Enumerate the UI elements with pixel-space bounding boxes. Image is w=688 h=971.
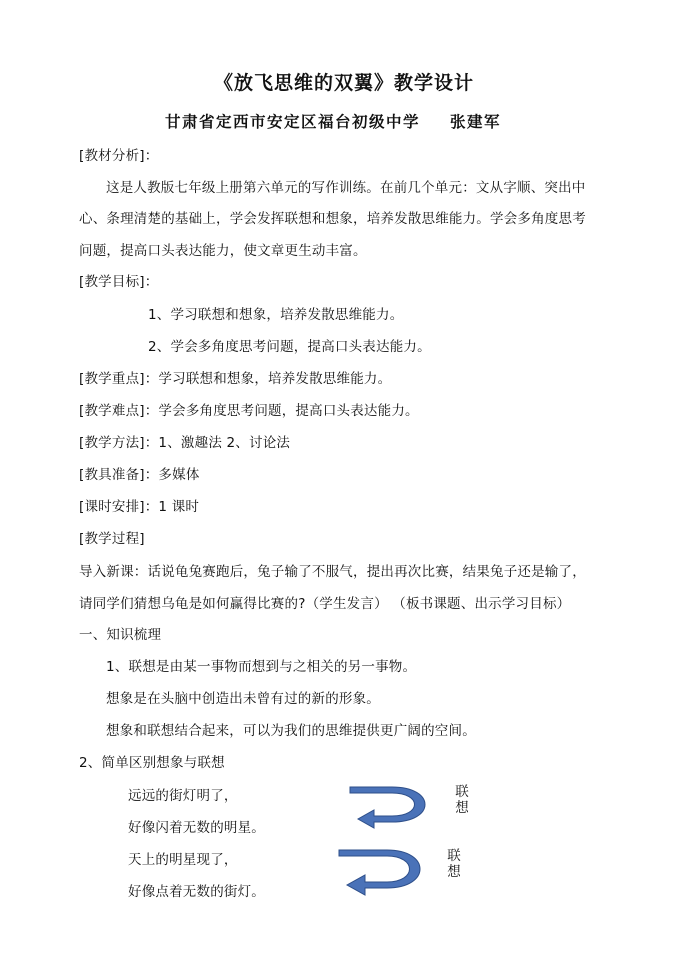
curved-arrow-icon <box>340 780 440 830</box>
association-label-1: 联想 <box>455 784 469 816</box>
author-name: 张建军 <box>450 112 502 131</box>
knowledge-point-3: 想象和联想结合起来，可以为我们的思维提供更广阔的空间。 <box>106 723 476 739</box>
author-line <box>165 110 501 132</box>
intro-line-1: 导入新课：话说龟兔赛跑后，兔子输了不服气，提出再次比赛，结果兔子还是输了， <box>79 564 586 580</box>
material-analysis-line-3: 问题，提高口头表达能力，使文章更生动丰富。 <box>79 243 367 259</box>
association-label-2: 联想 <box>447 848 461 880</box>
goal-item-2: 2、学会多角度思考问题，提高口头表达能力。 <box>148 339 431 355</box>
method-line: [教学方法]：1、激趣法 2、讨论法 <box>79 435 291 451</box>
difficulty-line: [教学难点]：学会多角度思考问题，提高口头表达能力。 <box>79 403 419 419</box>
material-analysis-heading: [教材分析]： <box>79 148 159 164</box>
goal-item-1: 1、学习联想和想象，培养发散思维能力。 <box>148 307 404 323</box>
key-point-line: [教学重点]：学习联想和想象，培养发散思维能力。 <box>79 371 392 387</box>
section-distinguish-heading: 2、简单区别想象与联想 <box>79 755 225 771</box>
tools-line: [教具准备]：多媒体 <box>79 467 200 483</box>
poem-2-line-2: 好像点着无数的街灯。 <box>128 884 265 900</box>
intro-line-2: 请同学们猜想乌龟是如何赢得比赛的?（学生发言） （板书课题、出示学习目标） <box>79 596 571 612</box>
goals-heading: [教学目标]： <box>79 274 159 290</box>
material-analysis-line-2: 心、条理清楚的基础上，学会发挥联想和想象，培养发散思维能力。学会多角度思考 <box>79 211 586 227</box>
poem-1-line-1: 远远的街灯明了， <box>128 788 238 804</box>
section-knowledge-heading: 一、知识梳理 <box>79 627 162 643</box>
document-title: 《放飞思维的双翼》教学设计 <box>213 72 474 94</box>
poem-1-line-2: 好像闪着无数的明星。 <box>128 820 265 836</box>
material-analysis-line-1: 这是人教版七年级上册第六单元的写作训练。在前几个单元：文从字顺、突出中 <box>106 180 586 196</box>
schedule-line: [课时安排]：1 课时 <box>79 499 200 515</box>
curved-arrow-icon <box>335 848 435 898</box>
school-name: 甘肃省定西市安定区福台初级中学 <box>165 112 421 131</box>
process-heading: [教学过程] <box>79 531 145 547</box>
poem-2-line-1: 天上的明星现了， <box>128 852 238 868</box>
knowledge-point-2: 想象是在头脑中创造出未曾有过的新的形象。 <box>106 691 380 707</box>
knowledge-point-1: 1、联想是由某一事物而想到与之相关的另一事物。 <box>106 659 417 675</box>
